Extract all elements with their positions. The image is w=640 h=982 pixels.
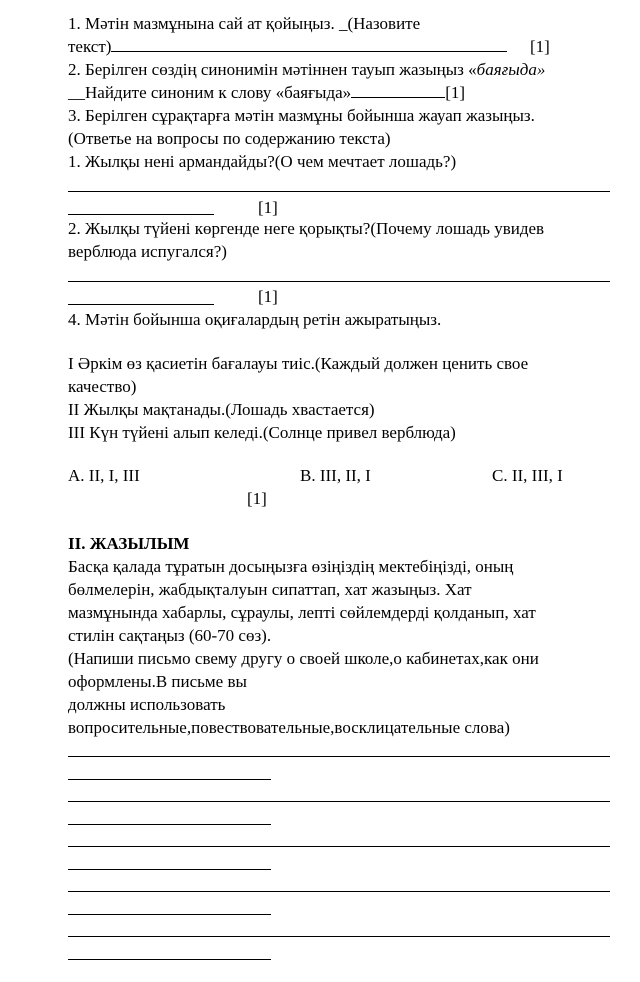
task2-text: 2. Берілген сөздің синонимін мәтіннен тауып жазыңыз « bbox=[68, 60, 477, 79]
writing-line: стилін сақтаңыз (60-70 сөз). bbox=[68, 626, 272, 645]
task3-question2-line1: 2. Жылқы түйені көргенде неге қорықты?(Почему лошадь увидев bbox=[68, 219, 545, 238]
task3-question1: 1. Жылқы нені армандайды?(О чем мечтает лошадь?) bbox=[68, 152, 457, 171]
writing-line: (Напиши письмо свему другу о своей школе,о кабинетах,как они bbox=[68, 649, 539, 668]
task1-line1: 1. Мәтін мазмұнына сай ат қойыңыз. _(Назовите bbox=[68, 14, 421, 33]
task3-q2-mark: [1] bbox=[258, 287, 278, 306]
task3-q1-mark: [1] bbox=[258, 198, 278, 217]
task3-question2-line2: верблюда испугался?) bbox=[68, 242, 227, 261]
task4-mark: [1] bbox=[247, 489, 267, 508]
task2-line2 bbox=[68, 83, 465, 103]
task4-item-2: II Жылқы мақтанады.(Лошадь хвастается) bbox=[68, 400, 375, 419]
answer-line[interactable] bbox=[68, 191, 610, 192]
writing-answer-line[interactable] bbox=[68, 801, 610, 802]
writing-answer-line[interactable] bbox=[68, 914, 271, 915]
writing-answer-line[interactable] bbox=[68, 891, 610, 892]
writing-line: оформлены.В письме вы bbox=[68, 672, 247, 691]
writing-answer-line[interactable] bbox=[68, 846, 610, 847]
task4-item-1-cont: качество) bbox=[68, 377, 137, 396]
writing-answer-line[interactable] bbox=[68, 756, 610, 757]
task4-title: 4. Мәтін бойынша оқиғалардың ретін ажыратыңыз. bbox=[68, 310, 442, 329]
section-heading bbox=[68, 534, 189, 554]
writing-answer-line[interactable] bbox=[68, 959, 271, 960]
answer-line[interactable] bbox=[68, 304, 214, 305]
writing-heading: II. ЖАЗЫЛЫМ bbox=[68, 534, 190, 553]
task1-mark: [1] bbox=[530, 37, 550, 56]
answer-blank[interactable] bbox=[111, 37, 507, 52]
writing-line: Басқа қалада тұратын досыңызға өзіңіздің мектебіңізді, оның bbox=[68, 557, 514, 576]
writing-line: вопросительные,повествовательные,восклицательные слова) bbox=[68, 718, 510, 737]
option-b[interactable]: B. III, II, I bbox=[300, 466, 371, 485]
writing-answer-line[interactable] bbox=[68, 869, 271, 870]
task1-line2 bbox=[68, 37, 507, 57]
option-a[interactable]: A. II, I, III bbox=[68, 466, 140, 485]
writing-line: должны использовать bbox=[68, 695, 226, 714]
writing-line: бөлмелерін, жабдықталуын сипаттап, хат жазыңыз. Хат bbox=[68, 580, 472, 599]
task3-line2: (Ответье на вопросы по содержанию текста) bbox=[68, 129, 391, 148]
writing-answer-line[interactable] bbox=[68, 824, 271, 825]
answer-blank[interactable] bbox=[351, 83, 445, 98]
task2-prefix: __Найдите синоним к слову «баяғыда» bbox=[68, 83, 352, 102]
task2-mark: [1] bbox=[445, 83, 466, 102]
task2-line1 bbox=[68, 60, 545, 80]
writing-answer-line[interactable] bbox=[68, 936, 610, 937]
task1-prefix: текст) bbox=[68, 37, 112, 56]
task2-word: баяғыда» bbox=[476, 60, 546, 79]
task4-item-1: I Әркім өз қасиетін бағалауы тиіс.(Каждый должен ценить свое bbox=[68, 354, 529, 373]
task3-line1: 3. Берілген сұрақтарға мәтін мазмұны бойынша жауап жазыңыз. bbox=[68, 106, 535, 125]
option-c[interactable]: C. II, III, I bbox=[492, 466, 563, 485]
answer-line[interactable] bbox=[68, 281, 610, 282]
writing-answer-line[interactable] bbox=[68, 779, 271, 780]
answer-line[interactable] bbox=[68, 214, 214, 215]
writing-line: мазмұнында хабарлы, сұраулы, лепті сөйлемдерді қолданып, хат bbox=[68, 603, 536, 622]
task4-item-3: III Күн түйені алып келеді.(Солнце привел верблюда) bbox=[68, 423, 456, 442]
